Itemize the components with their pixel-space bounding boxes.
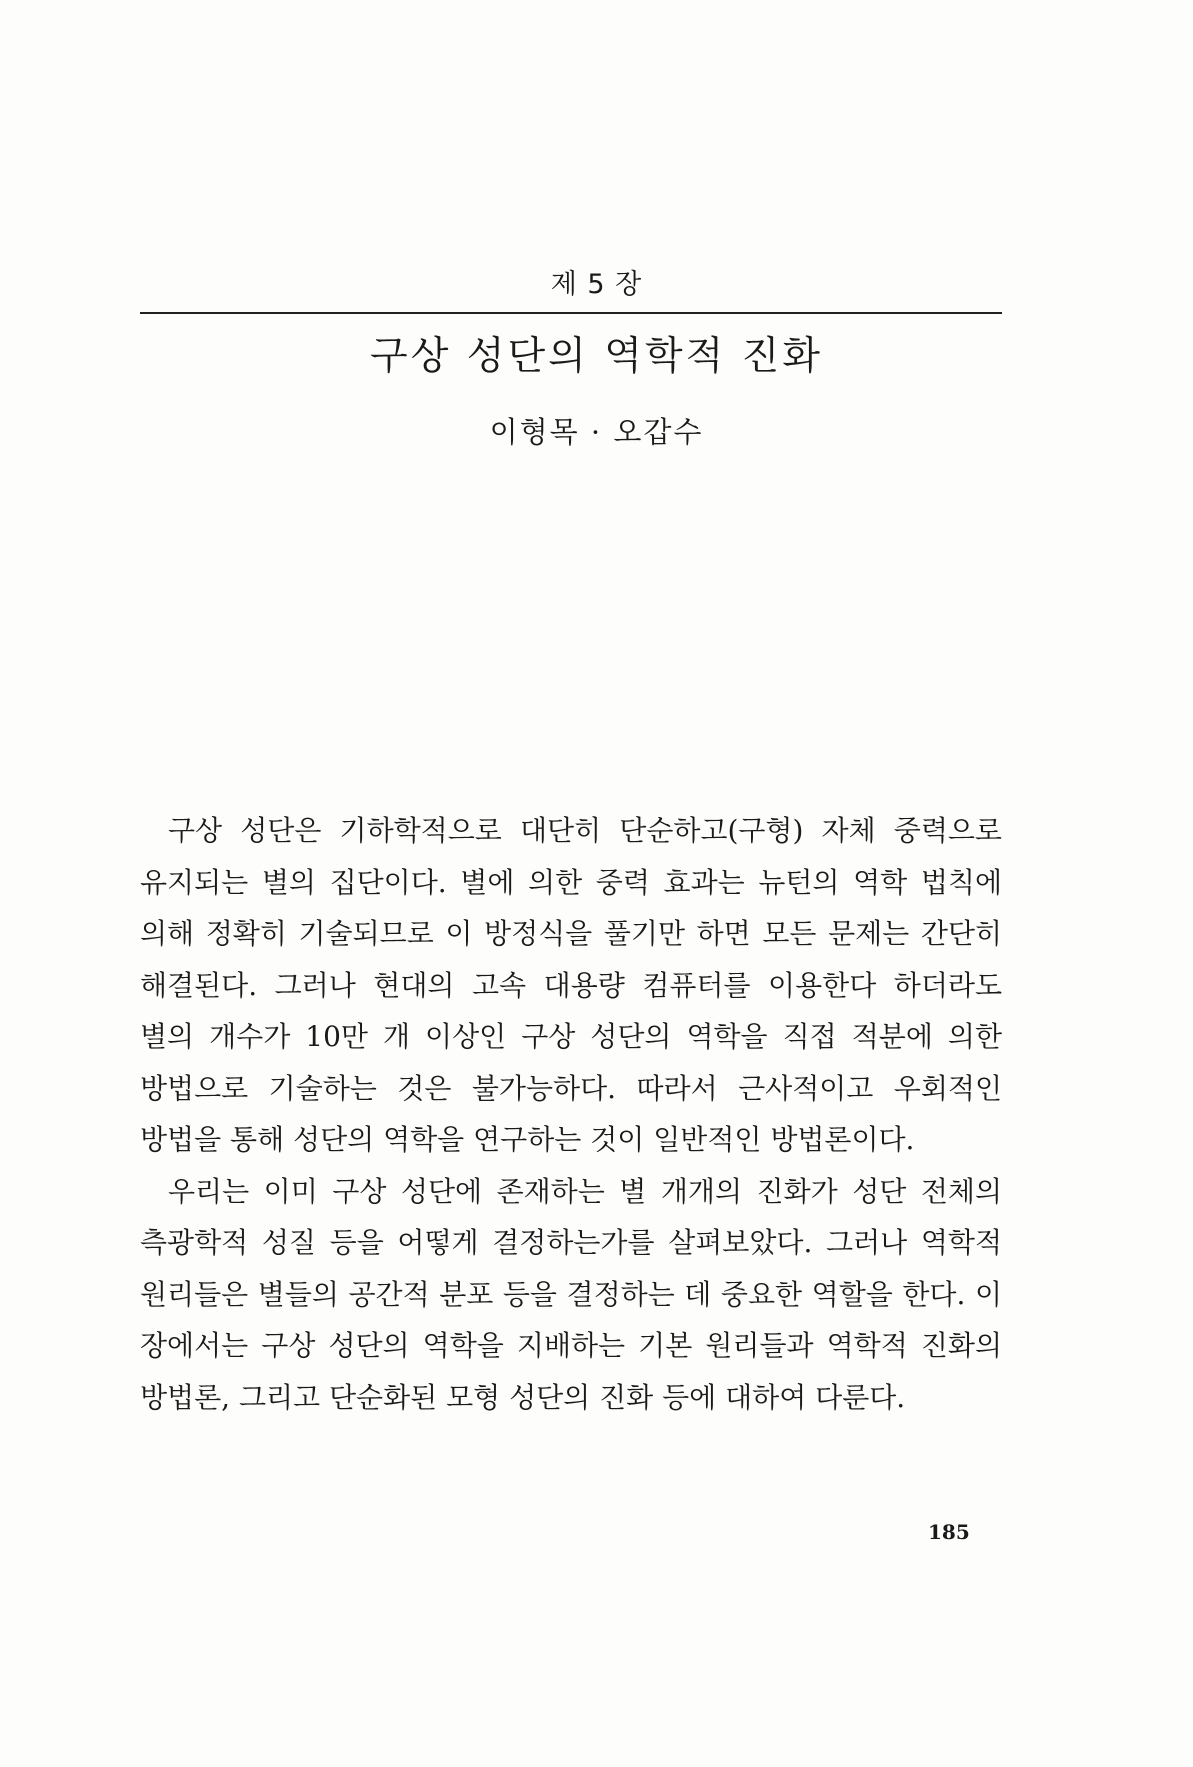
header-rule: [140, 312, 1002, 314]
body-paragraph: 구상 성단은 기하학적으로 대단히 단순하고(구형) 자체 중력으로 유지되는 별의 집단이다. 별에 의한 중력 효과는 뉴턴의 역학 법칙에 의해 정확히 기술되므로 이 방정식을 풀기만 하면 모든 문제는 간단히 해결된다. 그러나 현대의 고속 대용량 컴퓨터를 이용한다 하더라도 별의 개수가 10만 개 이상인 구상 성단의 역학을 직접 적분에 의한 방법으로 기술하는 것은 불가능하다. 따라서 근사적이고 우회적인 방법을 통해 성단의 역학을 연구하는 것이 일반적인 방법론이다.: [140, 814, 1002, 1156]
chapter-authors: 이형목 · 오갑수: [489, 415, 704, 449]
body-text: [140, 805, 1002, 1423]
page-number: 185: [928, 1520, 970, 1544]
chapter-title: 구상 성단의 역학적 진화: [370, 334, 823, 379]
body-paragraph: 우리는 이미 구상 성단에 존재하는 별 개개의 진화가 성단 전체의 측광학적 성질 등을 어떻게 결정하는가를 살펴보았다. 그러나 역학적 원리들은 별들의 공간적 분포 등을 결정하는 데 중요한 역할을 한다. 이 장에서는 구상 성단의 역학을 지배하는 기본 원리들과 역학적 진화의 방법론, 그리고 단순화된 모형 성단의 진화 등에 대하여 다룬다.: [140, 1174, 1002, 1414]
chapter-label: 제 5 장: [550, 269, 643, 300]
